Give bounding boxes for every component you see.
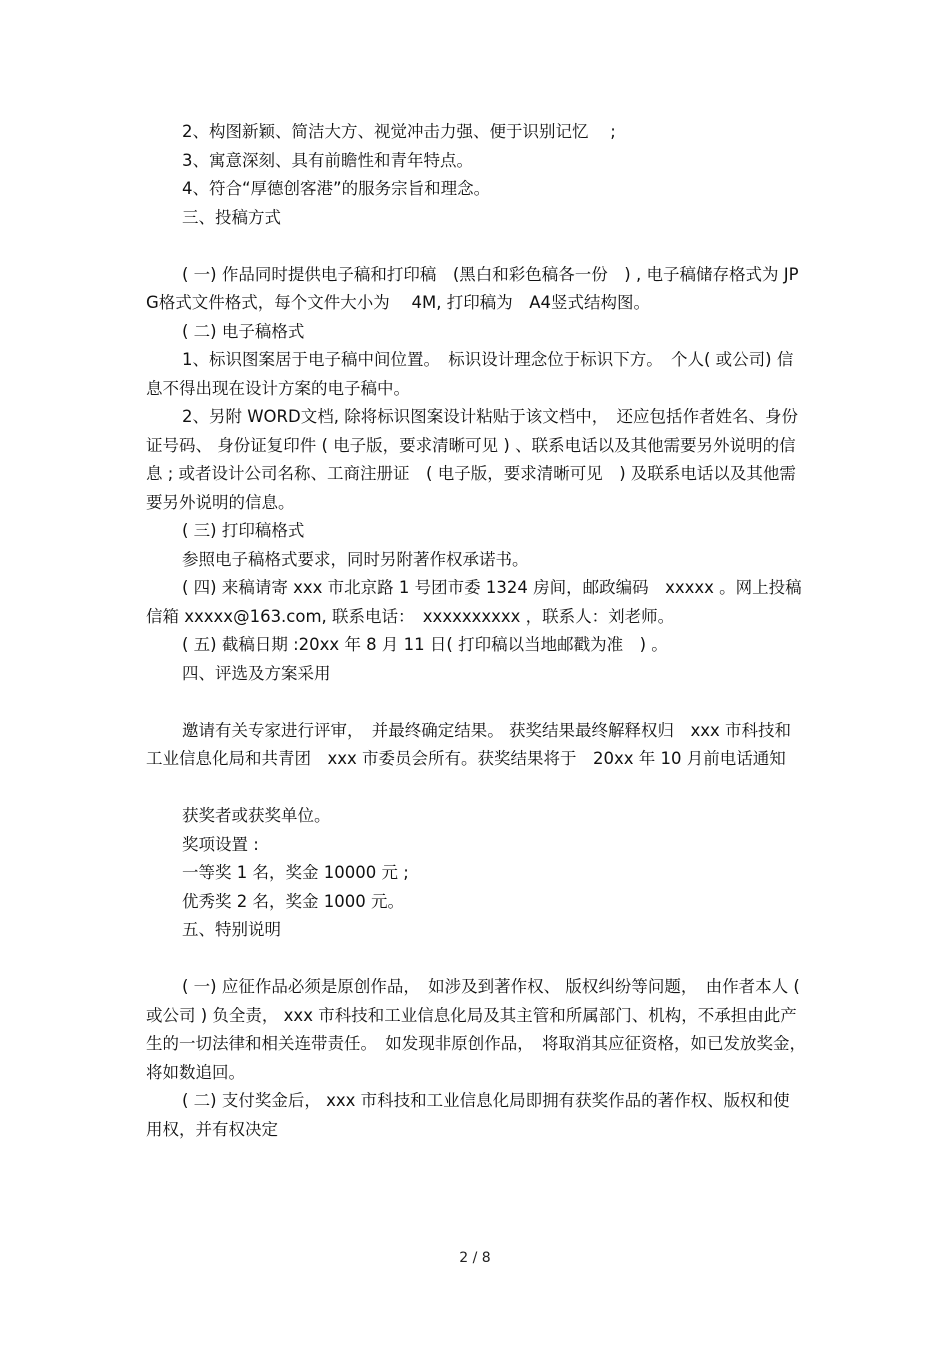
paragraph-gap [146,774,806,803]
paragraph: 五、特别说明 [182,920,281,939]
paragraph-gap [146,945,806,974]
document-body [146,118,806,1144]
paragraph-gap [146,232,806,261]
paragraph: 参照电子稿格式要求，同时另附著作权承诺书。 [182,549,529,569]
paragraph: ( 三) 打印稿格式 [182,521,305,540]
paragraph: ( 四) 来稿请寄 xxx 市北京路 1 号团市委 1324 房间，邮政编码 xxxxx 。网上投稿信箱 xxxxx@163.com, 联系电话： xxxxxxxxxx ，联系人：刘老师。 [146,578,802,626]
paragraph: 一等奖 1 名，奖金 10000 元 ; [182,863,409,882]
paragraph: 2、构图新颖、简洁大方、视觉冲击力强、便于识别记忆 ; [182,122,616,141]
paragraph: 三、投稿方式 [182,207,281,227]
paragraph: ( 二) 电子稿格式 [182,321,305,341]
paragraph: ( 一) 作品同时提供电子稿和打印稿 (黑白和彩色稿各一份 ) , 电子稿储存格式为 JPG格式文件格式，每个文件大小为 4M, 打印稿为 A4竖式结构图。 [146,264,799,312]
paragraph-gap [146,688,806,717]
paragraph: 邀请有关专家进行评审， 并最终确定结果。 获奖结果最终解释权归 xxx 市科技和工业信息化局和共青团 xxx 市委员会所有。获奖结果将于 20xx 年 10 月前电话通知 [146,720,792,768]
paragraph: 奖项设置 : [182,834,259,854]
paragraph: ( 五) 截稿日期 :20xx 年 8 月 11 日( 打印稿以当地邮戳为准 ) 。 [182,635,668,654]
paragraph: 4、符合“厚德创客港”的服务宗旨和理念。 [182,179,491,198]
paragraph: 获奖者或获奖单位。 [182,806,331,825]
paragraph: ( 二) 支付奖金后， xxx 市科技和工业信息化局即拥有获奖作品的著作权、版权和使用权，并有权决定 [146,1091,790,1139]
page-number: 2 / 8 [459,1250,491,1266]
paragraph: 优秀奖 2 名，奖金 1000 元。 [182,891,404,911]
paragraph: 2、另附 WORD文档, 除将标识图案设计粘贴于该文档中， 还应包括作者姓名、身份证号码、 身份证复印件 ( 电子版，要求清晰可见 ) 、联系电话以及其他需要另外说明的信息 ; 或者设计公司名称、工商注册证 ( 电子版，要求清晰可见 ) 及联系电话以及其他需要另外说明的信息。 [146,407,798,512]
paragraph: 1、标识图案居于电子稿中间位置。 标识设计理念位于标识下方。 个人( 或公司) 信息不得出现在设计方案的电子稿中。 [146,350,794,398]
paragraph: 四、评选及方案采用 [182,663,331,683]
paragraph: ( 一) 应征作品必须是原创作品， 如涉及到著作权、 版权纠纷等问题， 由作者本人 ( 或公司 ) 负全责， xxx 市科技和工业信息化局及其主管和所属部门、机构，不承担由此产生的一切法律和相关连带责任。 如发现非原创作品， 将取消其应征资格，如已发放奖金，将如数追回。 [146,977,806,1082]
paragraph: 3、寓意深刻、具有前瞻性和青年特点。 [182,150,473,170]
